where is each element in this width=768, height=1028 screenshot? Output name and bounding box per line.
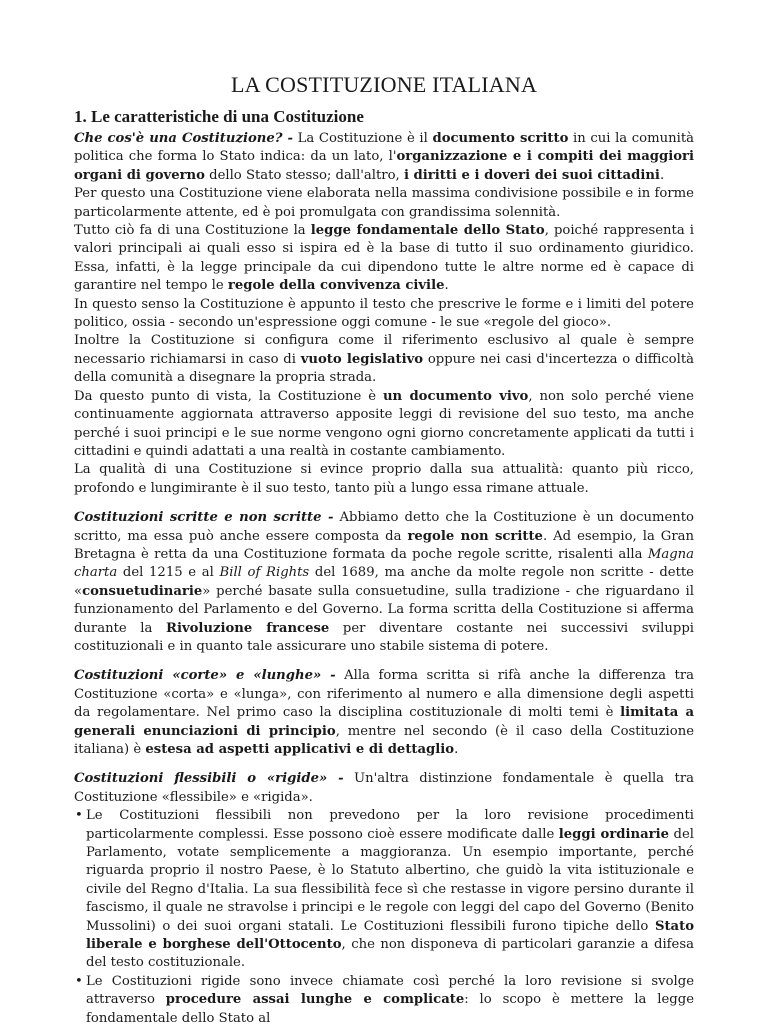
paragraph-elaboration: Per questo una Costituzione viene elaborata nella massima condivisione possibile e in forme particolarmente attente, ed è poi promulgata con grandissima solennità. xyxy=(74,186,694,220)
document-title: LA COSTITUZIONE ITALIANA xyxy=(230,72,538,97)
paragraph-fundamental-law: Tutto ciò fa di una Costituzione la legge fondamentale dello Stato, poiché rappresenta i valori principali ai quali esso si ispira ed è la base di tutto il suo ordinamento giuridico. Essa, infatti, è la legge principale da cui dipendono tutte le altre norme ed è capace di garantire nel tempo le regole della convivenza civile. xyxy=(74,223,694,294)
paragraph-written-unwritten: Costituzioni scritte e non scritte - Abbiamo detto che la Costituzione è un documento scritto, ma essa può anche essere composta da regole non scritte. Ad esempio, la Gran Bretagna è retta da una Costituzione formata da poche regole scritte, risalenti alla Magna charta del 1215 e al Bill of Rights del 1689, ma anche da molte regole non scritte - dette «consuetudinarie» perché basate sulla consuetudine, sulla tradizione - che riguardano il funzionamento del Parlamento e del Governo. La forma scritta della Costituzione si afferma durante la Rivoluzione francese per diventare costante nei successivi sviluppi costituzionali e in quanto tale assicurare uno stabile sistema di potere. xyxy=(74,510,694,654)
paragraph-lead: Costituzioni scritte e non scritte - xyxy=(74,510,334,526)
paragraph-legislative-void: Inoltre la Costituzione si configura come il riferimento esclusivo al quale è sempre necessario richiamarsi in caso di vuoto legislativo oppure nei casi d'incertezza o difficoltà della comunità a disegnare la propria strada. xyxy=(74,333,694,386)
paragraph-flexible-rigid: Costituzioni flessibili o «rigide» - Un'altra distinzione fondamentale è quella tra Costituzione «flessibile» e «rigida». xyxy=(74,771,694,805)
paragraph-rules-of-game: In questo senso la Costituzione è appunto il testo che prescrive le forme e i limiti del potere politico, ossia - secondo un'espressione oggi comune - le sue «regole del gioco». xyxy=(74,296,694,331)
paragraph-definition: Che cos'è una Costituzione? - La Costituzione è il documento scritto in cui la comunità politica che forma lo Stato indica: da un lato, l'organizzazione e i compiti dei maggiori organi di governo dello Stato stesso; dall'altro, i diritti e i doveri dei suoi cittadini. xyxy=(74,131,694,183)
paragraph-living-document: Da questo punto di vista, la Costituzione è un documento vivo, non solo perché viene continuamente aggiornata attraverso apposite leggi di revisione del suo testo, ma anche perché i suoi principi e le sue norme vengono ogni giorno concretamente applicati da tutti i cittadini e quindi adattati a una realtà in costante cambiamento. xyxy=(74,388,694,459)
paragraph-quality: La qualità di una Costituzione si evince proprio dalla sua attualità: quanto più ricco, profondo e lungimirante è il suo testo, tanto più a lungo essa rimane attuale. xyxy=(74,462,694,496)
paragraph-lead: Costituzioni «corte» e «lunghe» - xyxy=(74,668,336,684)
paragraph-lead: Che cos'è una Costituzione? - xyxy=(74,131,293,146)
section-heading: 1. Le caratteristiche di una Costituzione xyxy=(74,107,364,126)
list-item: • Le Costituzioni flessibili non prevedono per la loro revisione procedimenti particolarmente complessi. Esse possono cioè essere modificate dalle leggi ordinarie del Parlamento, votate semplicemente a maggioranza. Un esempio importante, perché riguarda proprio il nostro Paese, è lo Statuto albertino, che guidò la vita istituzionale e civile del Regno d'Italia. La sua flessibilità fece sì che restasse in vigore persino durante il fascismo, il quale ne stravolse i principi e le regole con leggi del capo del Governo (Benito Mussolini) o dei suoi organi statali. Le Costituzioni flessibili furono tipiche dello Stato liberale e borghese dell'Ottocento, che non disponeva di particolari garanzie a difesa del testo costituzionale. xyxy=(86,807,694,973)
paragraph-short-long: Costituzioni «corte» e «lunghe» - Alla forma scritta si rifà anche la differenza tra Costituzione «corta» e «lunga», con riferimento al numero e alla dimensione degli aspetti da regolamentare. Nel primo caso la disciplina costituzionale di molti temi è limitata a generali enunciazioni di principio, mentre nel secondo (è il caso della Costituzione italiana) è estesa ad aspetti applicativi e di dettaglio. xyxy=(74,668,694,757)
list-item: • Le Costituzioni rigide sono invece chiamate così perché la loro revisione si svolge attraverso procedure assai lunghe e complicate: lo scopo è mettere la legge fondamentale dello Stato al xyxy=(86,973,694,1028)
bullet-list xyxy=(74,807,694,1028)
paragraph-lead: Costituzioni flessibili o «rigide» - xyxy=(74,771,344,787)
